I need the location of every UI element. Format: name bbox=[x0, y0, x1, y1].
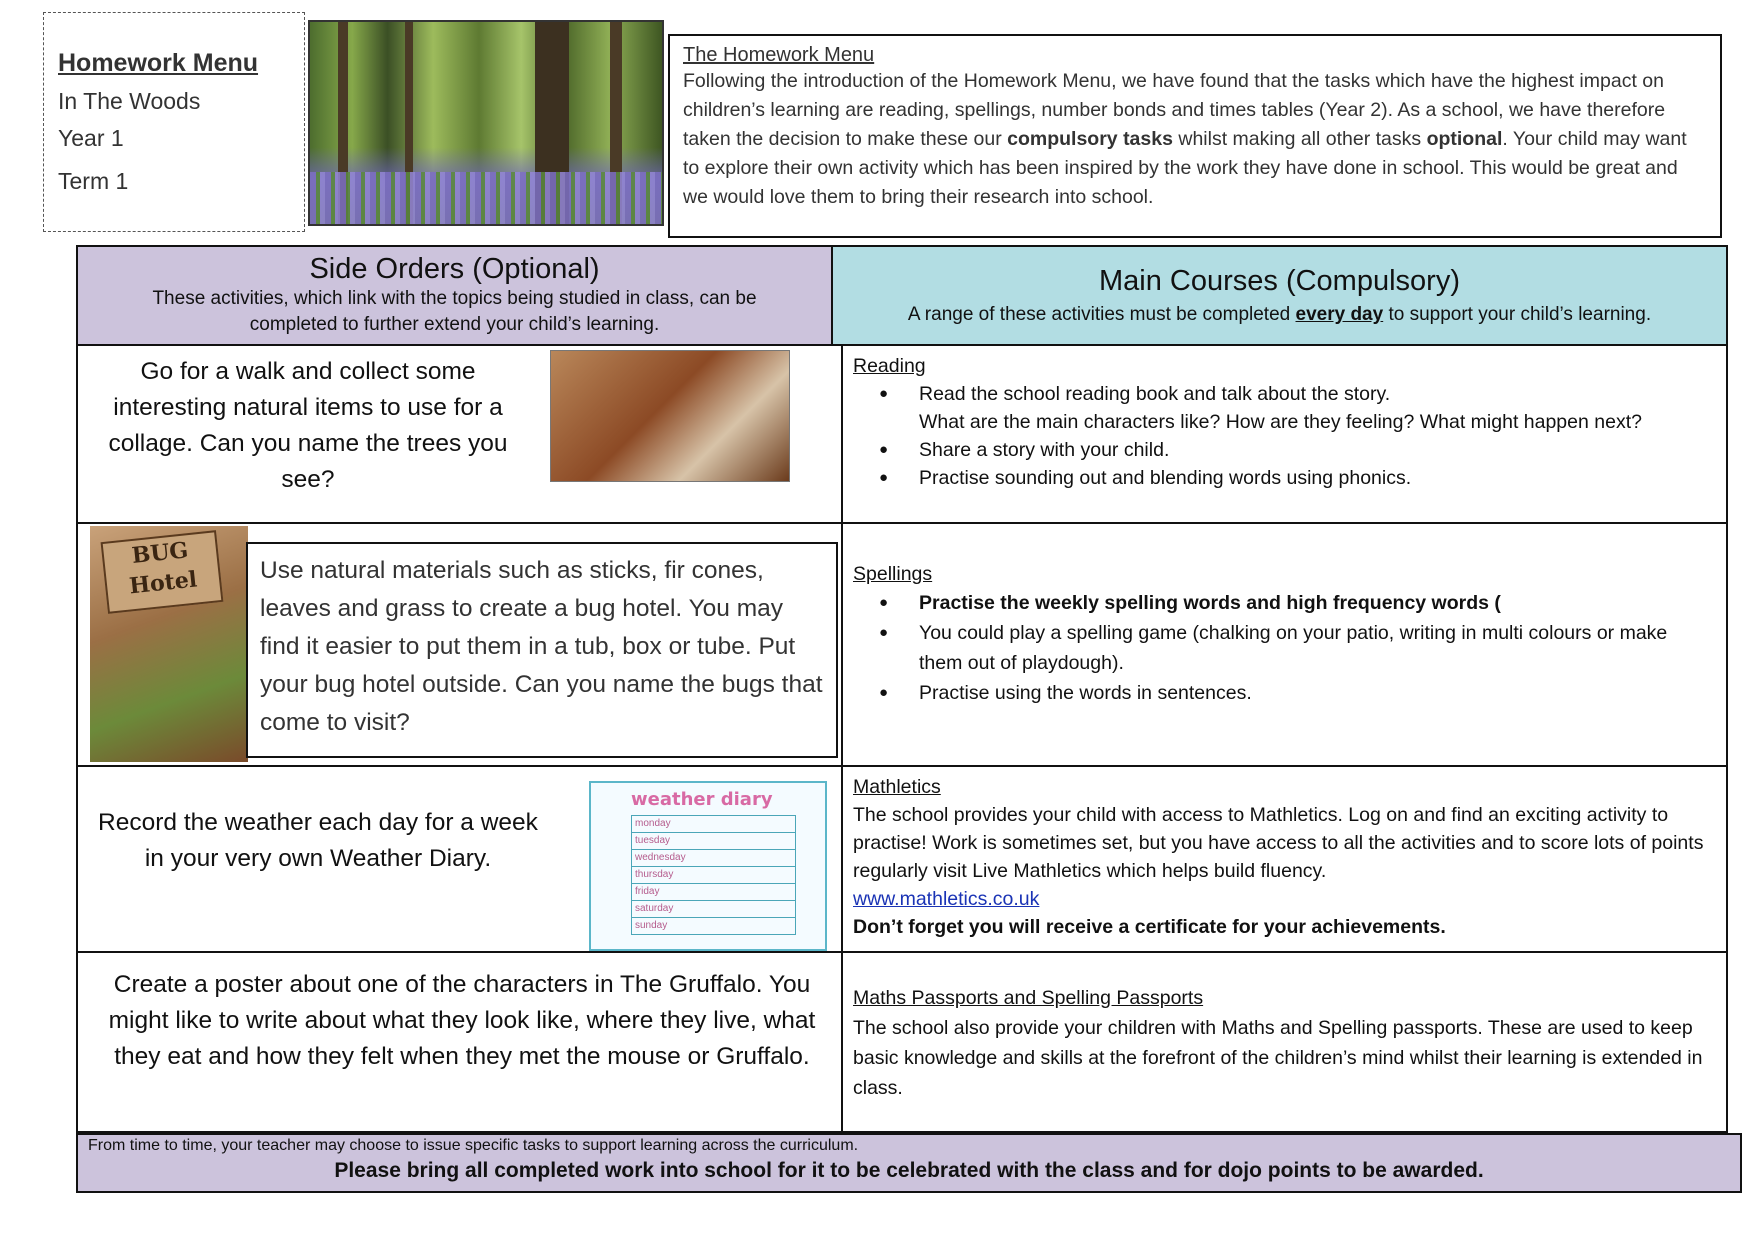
weather-day-row: sunday bbox=[631, 917, 796, 935]
side-orders-title: Side Orders (Optional) bbox=[309, 253, 600, 285]
menu-title: Homework Menu bbox=[58, 49, 259, 77]
main-courses-header bbox=[831, 245, 1728, 346]
bug-hotel-sign: BUG Hotel bbox=[101, 530, 224, 614]
weather-day-row: wednesday bbox=[631, 849, 796, 867]
weather-task-text: Record the weather each day for a week in your very own Weather Diary. bbox=[98, 809, 538, 872]
certificate-note: Don’t forget you will receive a certificate for your achievements. bbox=[853, 916, 1446, 938]
passports-heading: Maths Passports and Spelling Passports bbox=[853, 987, 1204, 1009]
list-item: ● You could play a spelling game (chalking on your patio, writing in multi colours or make them out of playdough). bbox=[919, 618, 1716, 678]
list-item: ● Practise the weekly spelling words and high frequency words ( bbox=[919, 588, 1716, 618]
collage-photo bbox=[550, 350, 790, 482]
weather-diary-image bbox=[589, 781, 827, 951]
side-orders-header bbox=[76, 245, 833, 346]
intro-heading: The Homework Menu bbox=[683, 44, 875, 66]
list-item: ● Practise sounding out and blending words using phonics. bbox=[919, 464, 1716, 492]
list-item: ● Read the school reading book and talk about the story. What are the main characters like? How are they feeling? What might happen next? bbox=[919, 380, 1716, 436]
weather-day-row: monday bbox=[631, 815, 796, 833]
reading-heading: Reading bbox=[853, 355, 926, 377]
intro-text: Following the introduction of the Homework Menu, we have found that the tasks which have the highest impact on children’s learning are reading, spellings, number bonds and times tables (Year 2). As a school, we have therefore taken the decision to make these our compulsory tasks whilst making all other tasks optional. Your child may want to explore their own activity which has been inspired by the work they have done in school. This would be great and we would love them to bring their research into school. bbox=[683, 70, 1687, 208]
mathletics-heading: Mathletics bbox=[853, 776, 941, 798]
weather-diary-title: weather diary bbox=[631, 789, 773, 810]
footer-banner bbox=[76, 1133, 1742, 1193]
woods-photo bbox=[308, 20, 664, 226]
bug-hotel-task-text: Use natural materials such as sticks, fir cones, leaves and grass to create a bug hotel. You may find it easier to put them in a tub, box or tube. Put your bug hotel outside. Can you name the bugs that come to visit? bbox=[246, 542, 838, 758]
reading-cell bbox=[841, 344, 1728, 524]
side-order-bug-hotel bbox=[76, 522, 843, 767]
side-order-gruffalo bbox=[76, 951, 843, 1133]
mathletics-text: The school provides your child with access to Mathletics. Log on and find an exciting activity to practise! Work is sometimes set, but you have access to all the activities and to score lots of points regularly visit Live Mathletics which helps build fluency. bbox=[853, 804, 1704, 882]
passports-cell bbox=[841, 951, 1728, 1133]
weather-day-row: friday bbox=[631, 883, 796, 901]
weather-day-row: saturday bbox=[631, 900, 796, 918]
mathletics-cell bbox=[841, 765, 1728, 953]
footer-reminder: Please bring all completed work into school for it to be celebrated with the class and for dojo points to be awarded. bbox=[334, 1159, 1484, 1182]
topic-label: In The Woods bbox=[58, 88, 201, 114]
term-label: Term 1 bbox=[58, 168, 129, 194]
list-item: ● Practise using the words in sentences. bbox=[919, 678, 1716, 708]
bug-hotel-photo bbox=[90, 526, 248, 762]
collage-task-text: Go for a walk and collect some interesting natural items to use for a collage. Can you name the trees you see? bbox=[108, 358, 508, 493]
mathletics-link[interactable]: www.mathletics.co.uk bbox=[853, 888, 1040, 910]
weather-day-row: thursday bbox=[631, 866, 796, 884]
side-order-weather bbox=[76, 765, 843, 953]
intro-box bbox=[668, 34, 1722, 238]
main-courses-subtitle: A range of these activities must be completed every day to support your child’s learning. bbox=[907, 304, 1652, 325]
title-box bbox=[43, 12, 305, 232]
reading-list bbox=[853, 380, 1716, 492]
year-label: Year 1 bbox=[58, 125, 124, 151]
side-order-collage bbox=[76, 344, 843, 524]
weather-day-row: tuesday bbox=[631, 832, 796, 850]
spellings-heading: Spellings bbox=[853, 563, 933, 585]
side-orders-subtitle: These activities, which link with the topics being studied in class, can be completed to further extend your child’s learning. bbox=[152, 288, 757, 335]
spellings-cell bbox=[841, 522, 1728, 767]
main-courses-title: Main Courses (Compulsory) bbox=[1099, 265, 1460, 297]
passports-text: The school also provide your children with Maths and Spelling passports. These are used to keep basic knowledge and skills at the forefront of the children’s mind whilst their learning is extended in class. bbox=[853, 1017, 1703, 1099]
footer-note: From time to time, your teacher may choose to issue specific tasks to support learning across the curriculum. bbox=[88, 1137, 859, 1154]
list-item: ● Share a story with your child. bbox=[919, 436, 1716, 464]
gruffalo-task-text: Create a poster about one of the characters in The Gruffalo. You might like to write about what they look like, where they live, what they eat and how they felt when they met the mouse or Gruffalo. bbox=[108, 971, 816, 1070]
spellings-list bbox=[853, 588, 1716, 708]
